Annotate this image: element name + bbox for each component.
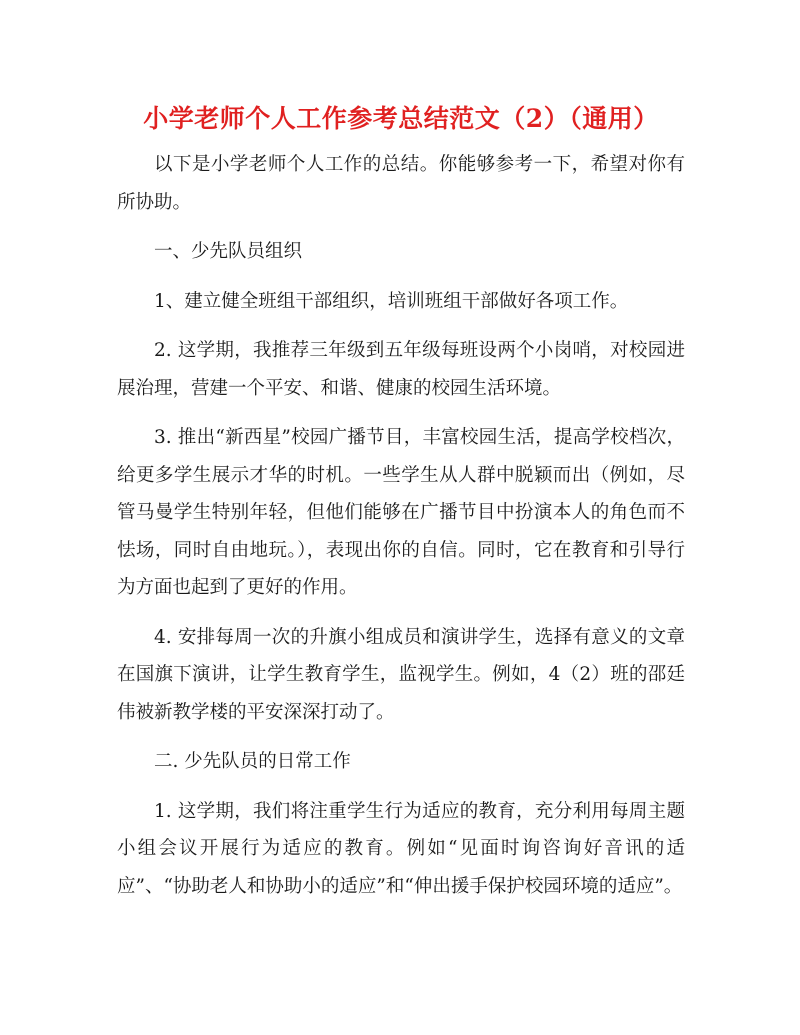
- document-page: [117, 100, 685, 917]
- paragraph-item-1: 1、建立健全班组干部组织，培训班组干部做好各项工作。: [154, 290, 629, 312]
- section-heading-1: 一、少先队员组织: [154, 241, 303, 262]
- document-title: 小学老师个人工作参考总结范文（2）（通用）: [143, 104, 659, 133]
- paragraph-item-3: 3. 推出“新西星”校园广播节目，丰富校园生活，提高学校档次，给更多学生展示才华的时机。一些学生从人群中脱颖而出（例如，尽管马曼学生特别年轻，但他们能够在广播节目中扮演本人的角色而不怯场，同时自由地玩。），表现出你的自信。同时，它在教育和引导行为方面也起到了更好的作用。: [117, 427, 685, 598]
- paragraph-item-5: 1. 这学期，我们将注重学生行为适应的教育，充分利用每周主题小组会议开展行为适应的教育。例如“见面时询咨询好音讯的适应”、“协助老人和协助小的适应”和“伸出援手保护校园环境的适应”。: [117, 800, 685, 897]
- section-heading-2: 二. 少先队员的日常工作: [154, 751, 351, 772]
- paragraph-item-2: 2. 这学期，我推荐三年级到五年级每班设两个小岗哨，对校园进展治理，营建一个平安、和谐、健康的校园生活环境。: [117, 340, 685, 399]
- paragraph-item-4: 4. 安排每周一次的升旗小组成员和演讲学生，选择有意义的文章在国旗下演讲，让学生教育学生，监视学生。例如，4（2）班的邵廷伟被新教学楼的平安深深打动了。: [117, 626, 685, 723]
- intro-paragraph: 以下是小学老师个人工作的总结。你能够参考一下，希望对你有所协助。: [117, 154, 685, 213]
